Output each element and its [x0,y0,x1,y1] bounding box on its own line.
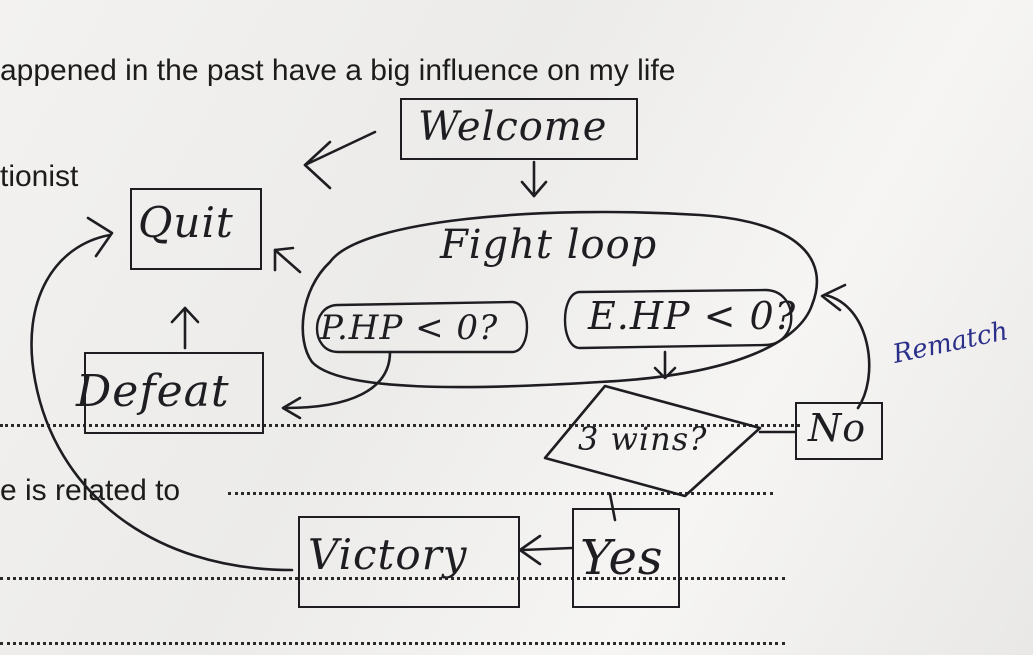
player-hp-check: P.HP < 0? [320,308,499,348]
victory-label: Victory [308,530,468,579]
printed-line-tionist: tionist [0,160,79,193]
yes-label: Yes [580,530,664,586]
fight-loop-label: Fight loop [440,222,658,268]
printed-line-influence: appened in the past have a big influence on my life [0,54,676,87]
enemy-hp-check: E.HP < 0? [588,294,797,338]
printed-line-related: e is related to [0,474,181,507]
wins-check-label: 3 wins? [578,420,708,458]
quit-label: Quit [138,198,234,247]
welcome-label: Welcome [418,104,608,150]
no-label: No [808,406,867,450]
defeat-label: Defeat [76,366,230,417]
rematch-label: Rematch [890,316,1011,370]
